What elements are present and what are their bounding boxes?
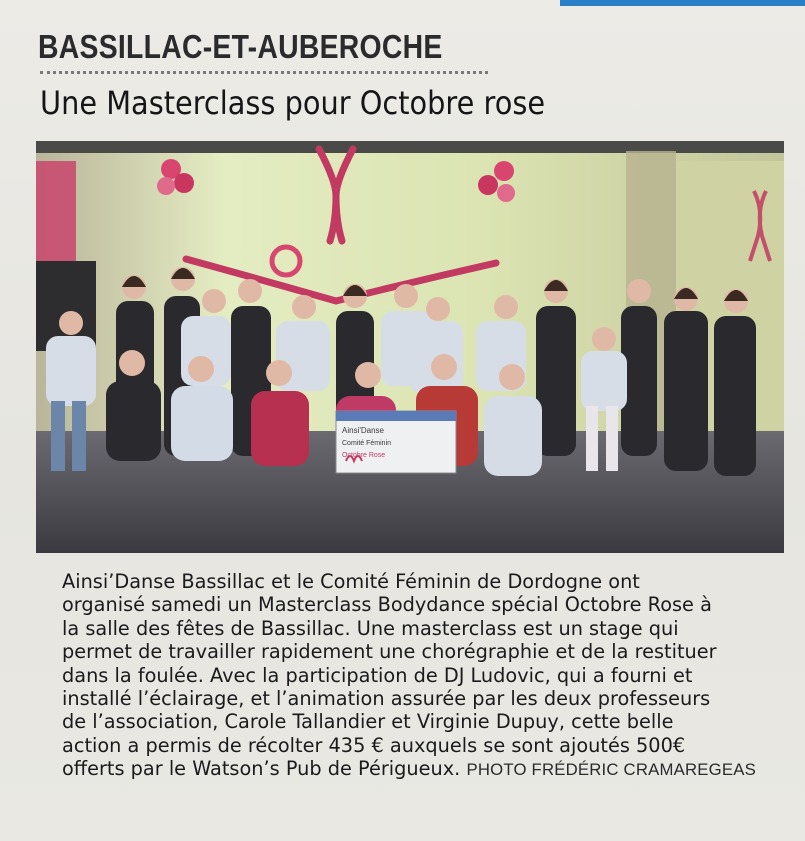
photo-credit: PHOTO FRÉDÉRIC CRAMAREGEAS — [466, 760, 756, 780]
article-body — [62, 570, 762, 782]
article-line-last — [62, 757, 756, 781]
group-photo-illustration — [36, 141, 784, 553]
article-line: dans la foulée. Avec la participation de DJ Ludovic, qui a fourni et — [62, 663, 693, 687]
cheque-line-3: Octobre Rose — [342, 452, 386, 459]
article-line-text: offerts par le Watson’s Pub de Périgueux. — [62, 757, 461, 781]
article-line: organisé samedi un Masterclass Bodydance spécial Octobre Rose à — [62, 593, 712, 617]
article-line: action a permis de récolter 435 € auxquels se sont ajoutés 500€ — [62, 733, 686, 757]
article-line: Ainsi’Danse Bassillac et le Comité Féminin de Dordogne ont — [62, 570, 640, 593]
cheque-line-2: Comité Féminin — [342, 440, 392, 447]
section-divider — [40, 71, 488, 74]
article-headline: Une Masterclass pour Octobre rose — [40, 84, 546, 122]
article-line: installé l’éclairage, et l’animation assurée par les deux professeurs — [62, 687, 711, 711]
cheque-line-1: Ainsi'Danse — [342, 426, 384, 435]
page-edge-strip — [560, 0, 805, 6]
article-line: la salle des fêtes de Bassillac. Une masterclass est un stage qui — [62, 616, 679, 640]
article-line: permet de travailler rapidement une chorégraphie et de la restituer — [62, 640, 717, 664]
article-photo — [36, 141, 784, 553]
section-heading: BASSILLAC-ET-AUBEROCHE — [38, 28, 443, 65]
article-line: de l’association, Carole Tallandier et Virginie Dupuy, cette belle — [62, 710, 674, 734]
giant-cheque — [336, 411, 456, 473]
